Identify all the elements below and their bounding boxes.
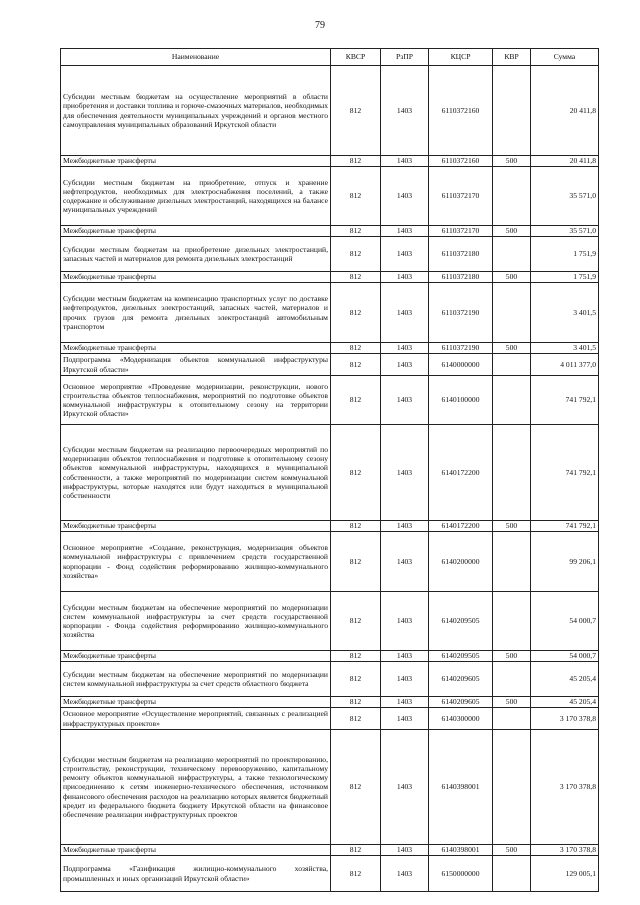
cell-rzpr: 1403 [381, 730, 429, 845]
cell-name: Субсидии местным бюджетам на обеспечение мероприятий по модернизации систем коммунальной инфраструктуры за счет средств государственной корпорации - Фонда содействия реформированию жилищно-коммунального хозяйства [61, 592, 331, 651]
cell-kvr [493, 425, 531, 521]
table-row [61, 66, 599, 156]
cell-rzpr: 1403 [381, 354, 429, 376]
cell-rzpr: 1403 [381, 226, 429, 237]
cell-rzpr: 1403 [381, 592, 429, 651]
cell-sum: 3 170 378,8 [531, 708, 599, 730]
cell-name: Субсидии местным бюджетам на осуществление мероприятий в области приобретения и доставки топлива и горюче-смазочных материалов, необходимых для обеспечения деятельности муниципальных учреждений и органов местного самоуправления муниципальных образований Иркутской области [61, 66, 331, 156]
cell-kcsr: 6110372180 [429, 272, 493, 283]
cell-kvsr: 812 [331, 354, 381, 376]
table-row [61, 237, 599, 272]
cell-kcsr: 6140200000 [429, 532, 493, 592]
cell-kvr: 500 [493, 156, 531, 167]
table-row [61, 651, 599, 662]
cell-sum: 3 401,5 [531, 283, 599, 343]
table-body [61, 66, 599, 892]
cell-kvr [493, 730, 531, 845]
cell-rzpr: 1403 [381, 697, 429, 708]
column-header-rzpr: РзПР [381, 49, 429, 66]
table-row [61, 167, 599, 226]
table-row [61, 856, 599, 892]
cell-kvr: 500 [493, 226, 531, 237]
cell-kvr: 500 [493, 521, 531, 532]
column-header-name: Наименование [61, 49, 331, 66]
cell-kvsr: 812 [331, 845, 381, 856]
cell-sum: 741 792,1 [531, 425, 599, 521]
cell-name: Межбюджетные трансферты [61, 845, 331, 856]
cell-kvr [493, 662, 531, 697]
page-number: 79 [315, 20, 325, 31]
cell-kcsr: 6140398001 [429, 845, 493, 856]
cell-kcsr: 6140209505 [429, 651, 493, 662]
cell-kcsr: 6140000000 [429, 354, 493, 376]
cell-kcsr: 6110372160 [429, 66, 493, 156]
cell-sum: 54 000,7 [531, 592, 599, 651]
cell-name: Основное мероприятие «Создание, реконструкция, модернизация объектов коммунальной инфраструктуры с привлечением средств государственной корпорации - Фонд содействия реформированию жилищно-коммунального хозяйства» [61, 532, 331, 592]
table-header-row [61, 49, 599, 66]
cell-name: Субсидии местным бюджетам на приобретение, отпуск и хранение нефтепродуктов, необходимых для электроснабжения поселений, а также содержание и обслуживание дизельных электростанций, находящихся на балансе муниципальных учреждений [61, 167, 331, 226]
cell-kcsr: 6110372180 [429, 237, 493, 272]
cell-name: Субсидии местным бюджетам на реализацию мероприятий по проектированию, строительству, реконструкции, техническому перевооружению, капитальному ремонту объектов коммунальной инфраструктуры, а также технологическому присоединению к сетям инженерно-технического обеспечения, источником финансового обеспечения расходов на реализацию которых является бюджетный кредит из федерального бюджета бюджету Иркутской области на финансовое обеспечение реализации инфраструктурных проектов [61, 730, 331, 845]
cell-name: Межбюджетные трансферты [61, 226, 331, 237]
cell-rzpr: 1403 [381, 283, 429, 343]
table-row [61, 708, 599, 730]
cell-kvr: 500 [493, 651, 531, 662]
table-row [61, 662, 599, 697]
table-row [61, 730, 599, 845]
cell-name: Межбюджетные трансферты [61, 697, 331, 708]
cell-kvr: 500 [493, 343, 531, 354]
cell-kvsr: 812 [331, 730, 381, 845]
table-row [61, 283, 599, 343]
cell-sum: 20 411,8 [531, 156, 599, 167]
cell-sum: 54 000,7 [531, 651, 599, 662]
cell-rzpr: 1403 [381, 532, 429, 592]
cell-kvr [493, 532, 531, 592]
cell-rzpr: 1403 [381, 856, 429, 892]
cell-name: Субсидии местным бюджетам на компенсацию транспортных услуг по доставке нефтепродуктов, дизельных электростанций, запасных частей, материалов и прочих грузов для ремонта дизельных электростанций автомобильным транспортом [61, 283, 331, 343]
cell-name: Основное мероприятие «Проведение модернизации, реконструкции, нового строительства объектов теплоснабжения, мероприятий по подготовке объектов коммунальной инфраструктуры к отопительному сезону на территории Иркутской области» [61, 376, 331, 425]
cell-sum: 20 411,8 [531, 66, 599, 156]
cell-kcsr: 6110372160 [429, 156, 493, 167]
table-row [61, 521, 599, 532]
cell-kvr [493, 167, 531, 226]
cell-kcsr: 6140209505 [429, 592, 493, 651]
cell-kvr: 500 [493, 697, 531, 708]
cell-sum: 3 170 378,8 [531, 845, 599, 856]
cell-kvsr: 812 [331, 66, 381, 156]
cell-sum: 1 751,9 [531, 237, 599, 272]
column-header-kcsr: КЦСР [429, 49, 493, 66]
cell-kvsr: 812 [331, 272, 381, 283]
cell-kvsr: 812 [331, 343, 381, 354]
cell-kvr [493, 376, 531, 425]
cell-name: Межбюджетные трансферты [61, 343, 331, 354]
cell-kvr [493, 66, 531, 156]
cell-kcsr: 6110372170 [429, 167, 493, 226]
cell-name: Межбюджетные трансферты [61, 521, 331, 532]
cell-name: Субсидии местным бюджетам на приобретение дизельных электростанций, запасных частей и материалов для ремонта дизельных электростанций [61, 237, 331, 272]
table-row [61, 354, 599, 376]
cell-sum: 99 206,1 [531, 532, 599, 592]
cell-kcsr: 6140100000 [429, 376, 493, 425]
cell-rzpr: 1403 [381, 845, 429, 856]
cell-rzpr: 1403 [381, 167, 429, 226]
table-row [61, 845, 599, 856]
cell-kvsr: 812 [331, 697, 381, 708]
cell-kvsr: 812 [331, 156, 381, 167]
table-row [61, 532, 599, 592]
cell-kvr [493, 237, 531, 272]
table-row [61, 226, 599, 237]
cell-kvsr: 812 [331, 237, 381, 272]
cell-kvr [493, 283, 531, 343]
cell-kvsr: 812 [331, 376, 381, 425]
cell-kcsr: 6140209605 [429, 697, 493, 708]
table-row [61, 592, 599, 651]
cell-rzpr: 1403 [381, 66, 429, 156]
cell-name: Межбюджетные трансферты [61, 156, 331, 167]
cell-kvsr: 812 [331, 425, 381, 521]
cell-rzpr: 1403 [381, 651, 429, 662]
cell-sum: 4 011 377,0 [531, 354, 599, 376]
cell-sum: 35 571,0 [531, 167, 599, 226]
cell-sum: 3 401,5 [531, 343, 599, 354]
cell-kvr: 500 [493, 845, 531, 856]
table-row [61, 156, 599, 167]
cell-sum: 45 205,4 [531, 662, 599, 697]
cell-kcsr: 6140300000 [429, 708, 493, 730]
cell-rzpr: 1403 [381, 272, 429, 283]
cell-kcsr: 6140172200 [429, 425, 493, 521]
cell-kvsr: 812 [331, 651, 381, 662]
cell-rzpr: 1403 [381, 662, 429, 697]
cell-name: Подпрограмма «Модернизация объектов коммунальной инфраструктуры Иркутской области» [61, 354, 331, 376]
cell-kcsr: 6150000000 [429, 856, 493, 892]
cell-rzpr: 1403 [381, 156, 429, 167]
column-header-kvsr: КВСР [331, 49, 381, 66]
cell-kvsr: 812 [331, 167, 381, 226]
cell-sum: 741 792,1 [531, 521, 599, 532]
cell-kvsr: 812 [331, 856, 381, 892]
cell-sum: 45 205,4 [531, 697, 599, 708]
cell-kvsr: 812 [331, 708, 381, 730]
cell-rzpr: 1403 [381, 708, 429, 730]
cell-name: Основное мероприятие «Осуществление мероприятий, связанных с реализацией инфраструктурных проектов» [61, 708, 331, 730]
cell-kvr: 500 [493, 272, 531, 283]
cell-kcsr: 6140172200 [429, 521, 493, 532]
column-header-kvr: КВР [493, 49, 531, 66]
budget-table [60, 48, 599, 892]
cell-rzpr: 1403 [381, 425, 429, 521]
cell-name: Субсидии местным бюджетам на обеспечение мероприятий по модернизации систем коммунальной инфраструктуры за счет средств областного бюджета [61, 662, 331, 697]
cell-sum: 1 751,9 [531, 272, 599, 283]
cell-kvsr: 812 [331, 662, 381, 697]
cell-sum: 3 170 378,8 [531, 730, 599, 845]
cell-sum: 129 005,1 [531, 856, 599, 892]
cell-kcsr: 6140209605 [429, 662, 493, 697]
column-header-sum: Сумма [531, 49, 599, 66]
cell-name: Межбюджетные трансферты [61, 272, 331, 283]
cell-kvsr: 812 [331, 226, 381, 237]
cell-kcsr: 6110372170 [429, 226, 493, 237]
cell-kcsr: 6110372190 [429, 283, 493, 343]
cell-kvsr: 812 [331, 521, 381, 532]
table-row [61, 376, 599, 425]
cell-kcsr: 6140398001 [429, 730, 493, 845]
table-row [61, 697, 599, 708]
cell-rzpr: 1403 [381, 376, 429, 425]
cell-kcsr: 6110372190 [429, 343, 493, 354]
cell-rzpr: 1403 [381, 521, 429, 532]
cell-name: Субсидии местным бюджетам на реализацию первоочередных мероприятий по модернизации объектов теплоснабжения и подготовке к отопительному сезону объектов коммунальной инфраструктуры, находящихся в муниципальной собственности, а также мероприятий по модернизации систем коммунальной инфраструктуры, которые находятся или будут находиться в муниципальной собственности [61, 425, 331, 521]
cell-rzpr: 1403 [381, 237, 429, 272]
cell-sum: 35 571,0 [531, 226, 599, 237]
table-row [61, 272, 599, 283]
table-row [61, 425, 599, 521]
cell-kvr [493, 592, 531, 651]
cell-rzpr: 1403 [381, 343, 429, 354]
table-row [61, 343, 599, 354]
cell-kvr [493, 354, 531, 376]
cell-kvsr: 812 [331, 283, 381, 343]
cell-sum: 741 792,1 [531, 376, 599, 425]
cell-kvsr: 812 [331, 532, 381, 592]
cell-kvr [493, 708, 531, 730]
cell-kvsr: 812 [331, 592, 381, 651]
cell-name: Межбюджетные трансферты [61, 651, 331, 662]
cell-name: Подпрограмма «Газификация жилищно-коммунального хозяйства, промышленных и иных организаций Иркутской области» [61, 856, 331, 892]
cell-kvr [493, 856, 531, 892]
